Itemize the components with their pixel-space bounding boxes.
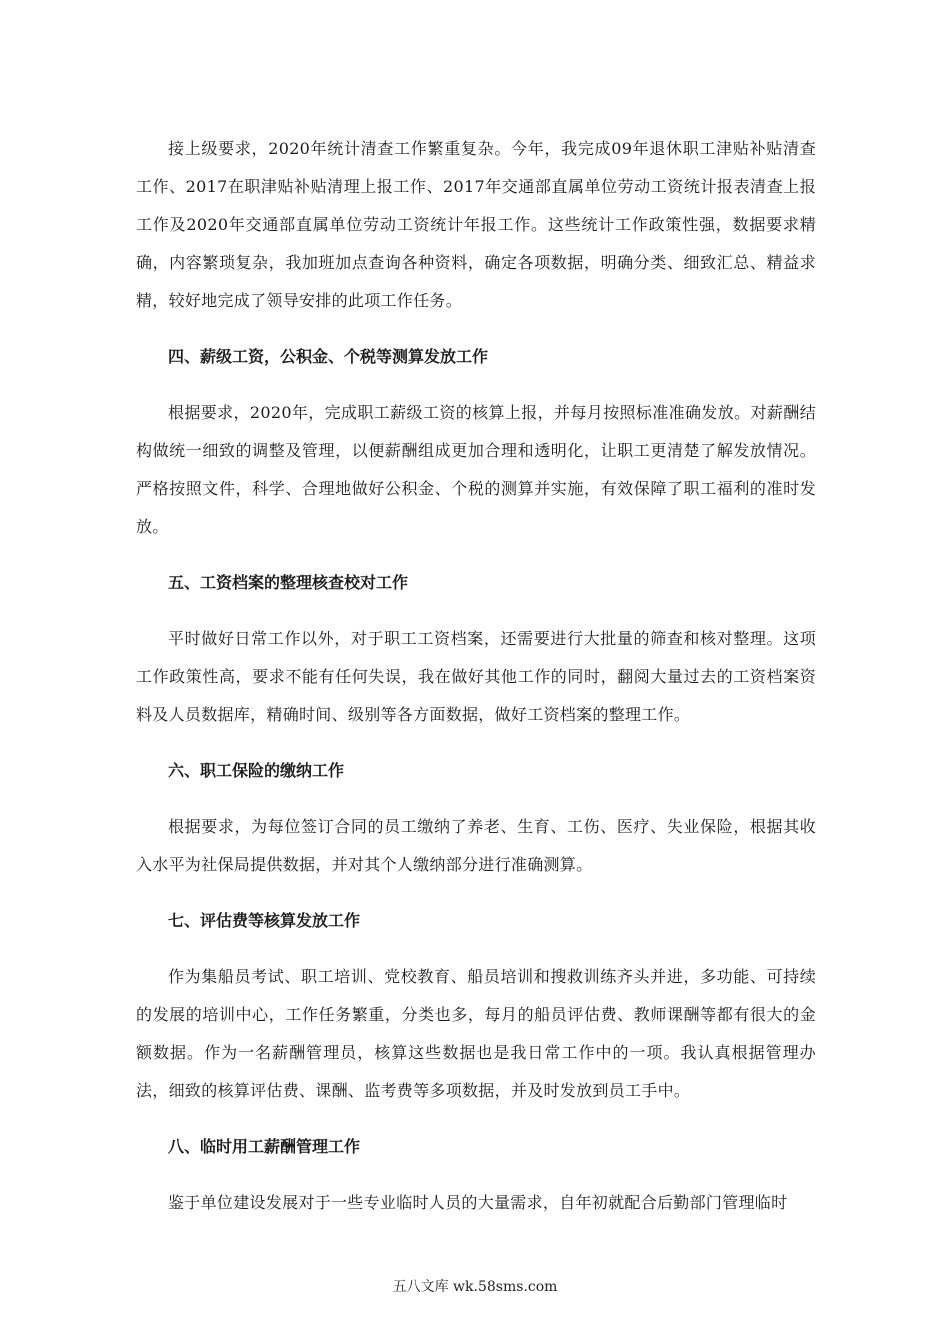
paragraph-assessment-fees: 作为集船员考试、职工培训、党校教育、船员培训和搜救训练齐头并进，多功能、可持续的发展的培训中心，工作任务繁重，分类也多，每月的船员评估费、教师课酬等都有很大的金额数据。作为一名薪酬管理员，核算这些数据也是我日常工作中的一项。我认真根据管理办法，细致的核算评估费、课酬、监考费等多项数据，并及时发放到员工手中。 [136,967,816,1100]
document-body [136,130,816,1240]
paragraph-archives: 平时做好日常工作以外，对于职工工资档案，还需要进行大批量的筛查和核对整理。这项工作政策性高，要求不能有任何失误，我在做好其他工作的同时，翻阅大量过去的工资档案资料及人员数据库，精确时间、级别等各方面数据，做好工资档案的整理工作。 [136,629,816,724]
footer-watermark: 五八文库 wk.58sms.com [392,1279,558,1295]
paragraph-salary: 根据要求，2020年，完成职工薪级工资的核算上报，并每月按照标准准确发放。对薪酬结构做统一细致的调整及管理，以便薪酬组成更加合理和透明化，让职工更清楚了解发放情况。严格按照文件，科学、合理地做好公积金、个税的测算并实施，有效保障了职工福利的准时发放。 [136,403,816,536]
heading-section-8: 八、临时用工薪酬管理工作 [168,1137,361,1156]
heading-section-7: 七、评估费等核算发放工作 [168,911,361,930]
heading-section-4: 四、薪级工资，公积金、个税等测算发放工作 [168,347,489,366]
paragraph-temporary-staff: 鉴于单位建设发展对于一些专业临时人员的大量需求，自年初就配合后勤部门管理临时 [168,1193,788,1212]
heading-section-6: 六、职工保险的缴纳工作 [168,761,345,780]
paragraph-insurance: 根据要求，为每位签订合同的员工缴纳了养老、生育、工伤、医疗、失业保险，根据其收入水平为社保局提供数据，并对其个人缴纳部分进行准确测算。 [136,817,816,874]
heading-section-5: 五、工资档案的整理核查校对工作 [168,573,409,592]
paragraph-statistics: 接上级要求，2020年统计清查工作繁重复杂。今年，我完成09年退休职工津贴补贴清查工作、2017在职津贴补贴清理上报工作、2017年交通部直属单位劳动工资统计报表清查上报工作及2020年交通部直属单位劳动工资统计年报工作。这些统计工作政策性强，数据要求精确，内容繁琐复杂，我加班加点查询各种资料，确定各项数据，明确分类、细致汇总、精益求精，较好地完成了领导安排的此项工作任务。 [136,139,816,310]
